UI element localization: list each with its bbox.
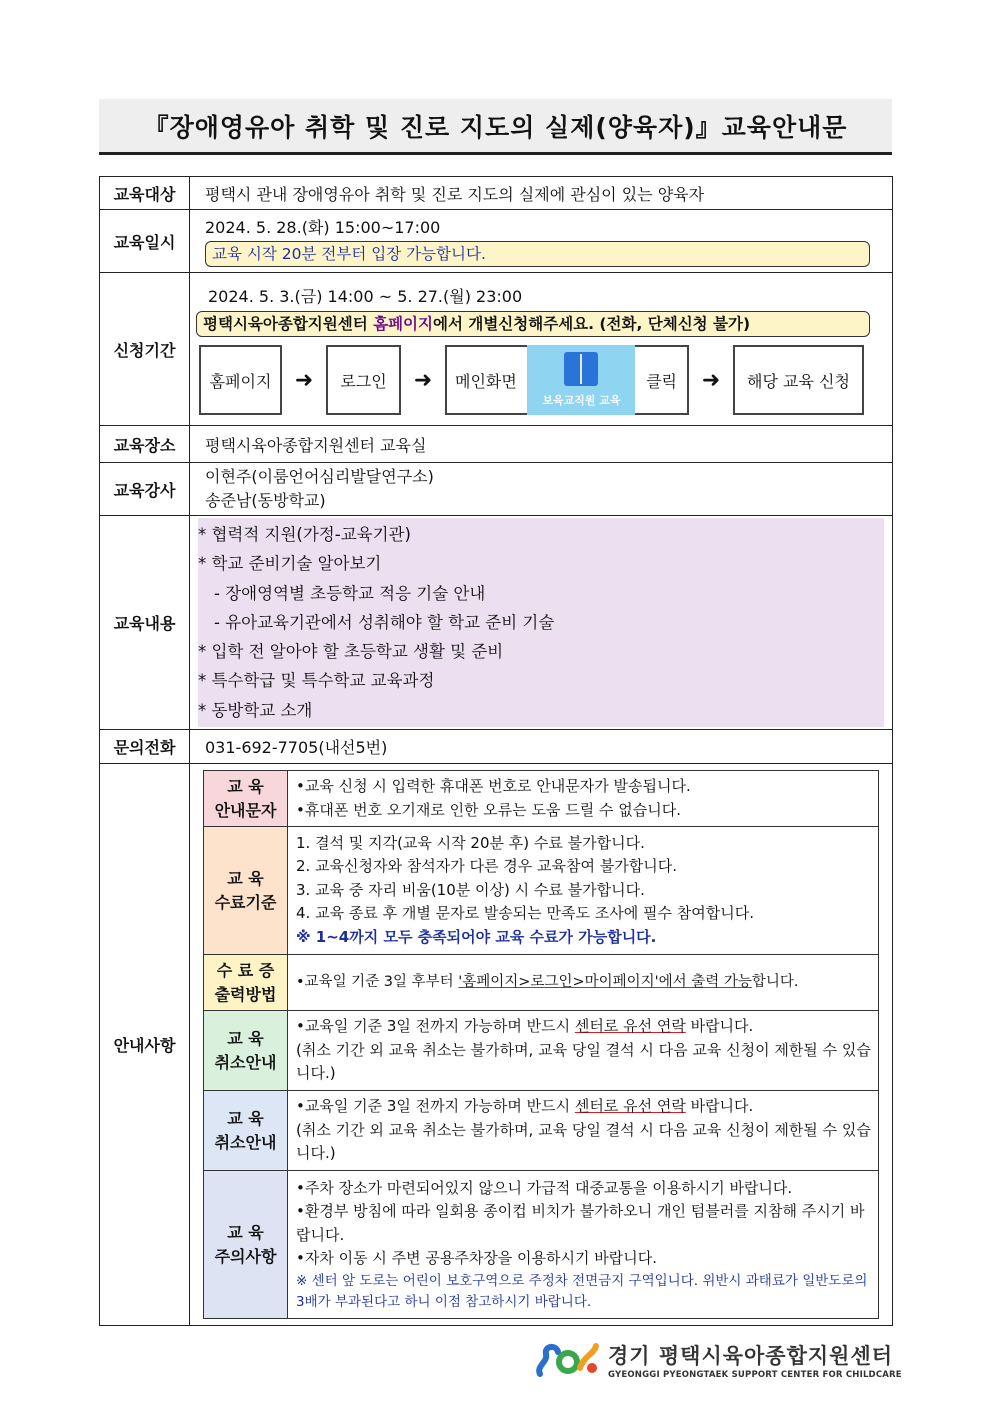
row-place [100,426,893,463]
cancel-1-text: •교육일 기준 3일 전까지 가능하며 반드시 [296,1017,575,1036]
book-icon [527,345,635,415]
lecturer-1: 이현주(이룸언어심리발달연구소) [205,467,434,486]
period-note-rest: 에서 개별신청해주세요. (전화, 단체신청 불가) [433,315,751,333]
row-target [100,177,893,210]
notice-cancel-2 [204,1091,879,1171]
childcare-center-logo-icon [534,1336,602,1384]
notice-cancel-1-label-2: 취소안내 [214,1052,277,1072]
arrow-right-icon: ➜ [294,367,314,393]
cancel-1-contact: 센터로 유선 연락 [574,1017,686,1036]
flow-step-apply: 해당 교육 신청 [733,345,864,415]
content-item: * 학교 준비기술 알아보기 [198,554,382,574]
notice-certificate-label-1: 수 료 증 [216,960,275,980]
completion-line: 3. 교육 중 자리 비움(10분 이상) 시 수료 불가합니다. [296,880,645,899]
period-note-homepage: 홈페이지 [373,315,434,333]
completion-line: 1. 결석 및 지각(교육 시작 20분 후) 수료 불가합니다. [296,833,645,852]
book-icon-label: 보육교직원 교육 [542,394,621,407]
certificate-text: •교육일 기준 3일 후부터 [296,973,459,990]
value-target: 평택시 관내 장애영유아 취학 및 진로 지도의 실제에 관심이 있는 양육자 [190,177,893,210]
completion-note: ※ 1~4까지 모두 충족되어야 교육 수료가 가능합니다. [296,927,657,946]
page-title: 『장애영유아 취학 및 진로 지도의 실제(양육자)』교육안내문 [99,99,892,155]
footer [534,1336,902,1384]
caution-line: •주차 장소가 마련되어있지 않으니 가급적 대중교통을 이용하시기 바랍니다. [296,1178,793,1197]
cancel-2-detail: (취소 기간 외 교육 취소는 불가하며, 교육 당일 결석 시 다음 교육 신청이 제한될 수 있습니다.) [296,1120,871,1163]
notice-certificate-label-2: 출력방법 [214,984,277,1004]
label-target: 교육대상 [100,177,190,210]
notice-sms-line: •휴대폰 번호 오기재로 인한 오류는 도움 드릴 수 없습니다. [296,800,682,819]
cancel-1-line [296,1015,872,1039]
lecturer-2: 송준남(동방학교) [205,491,326,510]
label-period: 신청기간 [100,273,190,426]
label-notice: 안내사항 [100,764,190,1326]
notice-sms-label-1: 교 육 [227,776,264,796]
caution-line: •자차 이동 시 주변 공용주차장을 이용하시기 바랍니다. [296,1249,658,1268]
cancel-2-text: •교육일 기준 3일 전까지 가능하며 반드시 [296,1097,575,1116]
value-phone: 031-692-7705(내선5번) [190,730,893,764]
content-list [198,518,884,727]
notice-table [203,770,879,1319]
row-content [100,516,893,730]
label-content: 교육내용 [100,516,190,730]
notice-completion-label-2: 수료기준 [214,892,277,912]
flow-step-login: 로그인 [326,345,401,415]
footer-name-ko: 경기 평택시육아종합지원센터 [608,1344,894,1368]
notice-caution [204,1171,879,1319]
row-phone [100,730,893,764]
notice-certificate [204,955,879,1011]
content-item: * 특수학급 및 특수학교 교육과정 [198,671,435,691]
row-lecturer [100,463,893,516]
label-phone: 문의전화 [100,730,190,764]
cancel-1-detail: (취소 기간 외 교육 취소는 불가하며, 교육 당일 결석 시 다음 교육 신청이 제한될 수 있습니다.) [296,1040,871,1083]
flow-step-main [445,345,689,415]
arrow-right-icon: ➜ [701,367,721,393]
content-item: * 협력적 지원(가정-교육기관) [198,525,411,544]
completion-line: 4. 교육 종료 후 개별 문자로 발송되는 만족도 조사에 필수 참여합니다. [296,904,754,923]
cancel-2-contact: 센터로 유선 연락 [574,1097,686,1116]
label-place: 교육장소 [100,426,190,463]
notice-completion-label-1: 교 육 [227,868,264,888]
footer-name-en: GYEONGGI PYEONGTAEK SUPPORT CENTER FOR CHILDCARE [608,1370,902,1380]
arrow-right-icon: ➜ [413,367,433,393]
content-item: - 장애영역별 초등학교 적응 기술 안내 [214,583,486,603]
book-shape [564,352,598,386]
value-date: 2024. 5. 28.(화) 15:00~17:00 [205,218,441,237]
notice-cancel-2-label [204,1091,288,1171]
content-item: * 동방학교 소개 [198,700,313,720]
flow-step-main-label: 메인화면 [455,371,517,391]
period-note [196,311,870,337]
notice-certificate-label [204,955,288,1011]
notice-completion-label [204,827,288,955]
content-item: - 유아교육기관에서 성취해야 할 학교 준비 기술 [214,612,555,632]
notice-sms-label [204,771,288,827]
completion-line: 2. 교육신청자와 참석자가 다른 경우 교육참여 불가합니다. [296,857,677,876]
row-date [100,210,893,273]
notice-completion [204,827,879,955]
notice-cancel-1 [204,1011,879,1091]
caution-note: ※ 센터 앞 도로는 어린이 보호구역으로 주정차 전면금지 구역입니다. 위반시 과태료가 일반도로의 3배가 부과된다고 하니 이점 참고하시기 바랍니다. [296,1272,868,1310]
value-place: 평택시육아종합지원센터 교육실 [190,426,893,463]
row-period [100,273,893,426]
notice-sms-label-2: 안내문자 [214,800,277,820]
cancel-2-text-end: 바랍니다. [685,1097,754,1116]
date-note: 교육 시작 20분 전부터 입장 가능합니다. [205,241,870,267]
value-period: 2024. 5. 3.(금) 14:00 ~ 5. 27.(월) 23:00 [208,287,523,306]
notice-caution-label-2: 주의사항 [214,1246,277,1266]
notice-cancel-1-label [204,1011,288,1091]
flow-step-homepage: 홈페이지 [199,345,282,415]
label-date: 교육일시 [100,210,190,273]
info-table [99,176,893,1326]
label-lecturer: 교육강사 [100,463,190,516]
notice-sms [204,771,879,827]
cancel-1-text-end: 바랍니다. [685,1017,754,1036]
notice-caution-label [204,1171,288,1319]
period-note-center: 평택시육아종합지원센터 [203,315,374,333]
caution-line: •환경부 방침에 따라 일회용 종이컵 비치가 불가하오니 개인 텀블러를 지참해 주시기 바랍니다. [296,1202,865,1244]
certificate-path: '홈페이지>로그인>마이페이지'에서 출력 가능 [458,973,752,990]
row-notice [100,764,893,1326]
apply-flow [199,345,892,415]
cancel-2-line [296,1095,872,1119]
notice-cancel-2-label-2: 취소안내 [214,1132,277,1152]
notice-sms-line: •교육 신청 시 입력한 휴대폰 번호로 안내문자가 발송됩니다. [296,777,691,796]
notice-cancel-2-label-1: 교 육 [227,1108,264,1128]
notice-cancel-1-label-1: 교 육 [227,1028,264,1048]
content-item: * 입학 전 알아야 할 초등학교 생활 및 준비 [198,642,504,662]
flow-step-click: 클릭 [646,371,677,391]
certificate-text-end: 합니다. [751,973,799,990]
notice-caution-label-1: 교 육 [227,1222,264,1242]
